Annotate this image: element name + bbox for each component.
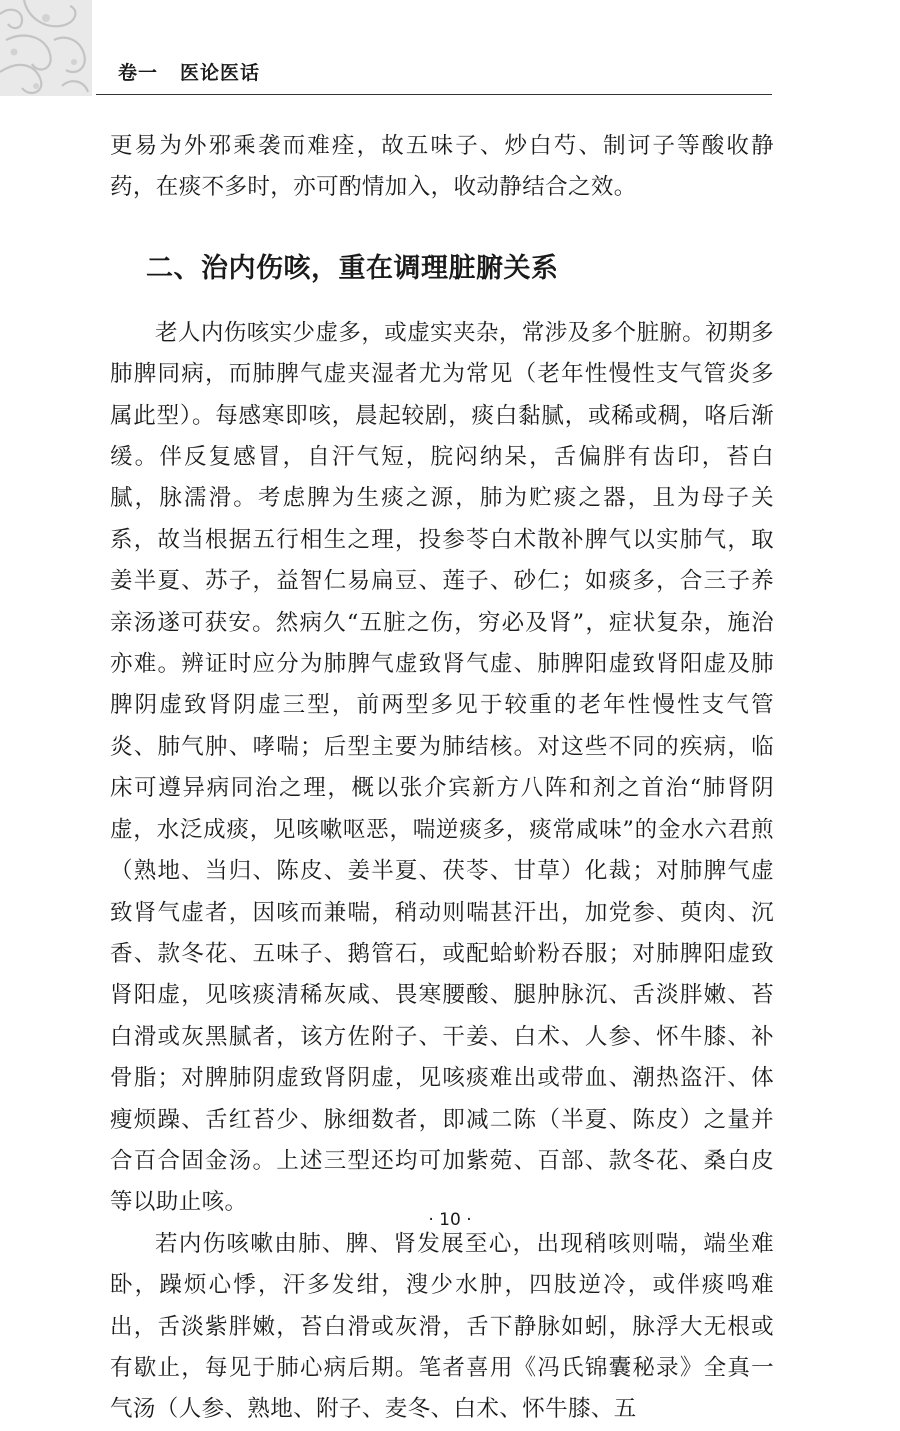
body-paragraph: 若内伤咳嗽由肺、脾、肾发展至心，出现稍咳则喘，端坐难卧，躁烦心悸，汗多发绀，溲少水肿，四肢逆冷，或伴痰鸣难出，舌淡紫胖嫩，苔白滑或灰滑，舌下静脉如蚓，脉浮大无根或有歇止，每见于肺心病后期。笔者喜用《冯氏锦囊秘录》全真一气汤（人参、熟地、附子、麦冬、白术、怀牛膝、五 — [110, 1230, 774, 1423]
header-section: 医论医话 — [180, 62, 261, 84]
running-header — [118, 58, 260, 85]
corner-ornament — [0, 0, 92, 96]
section-heading: 二、治内伤咳，重在调理脏腑关系 — [146, 252, 559, 284]
page-number: · 10 · — [428, 1210, 472, 1230]
intro-paragraph: 更易为外邪乘袭而难痊，故五味子、炒白芍、制诃子等酸收静药，在痰不多时，亦可酌情加入，收动静结合之效。 — [110, 133, 774, 201]
header-rule — [96, 94, 772, 95]
header-volume: 卷一 — [118, 62, 159, 84]
body-paragraph: 老人内伤咳实少虚多，或虚实夹杂，常涉及多个脏腑。初期多肺脾同病，而肺脾气虚夹湿者尤为常见（老年性慢性支气管炎多属此型）。每感寒即咳，晨起较剧，痰白黏腻，或稀或稠，咯后渐缓。伴反复感冒，自汗气短，脘闷纳呆，舌偏胖有齿印，苔白腻，脉濡滑。考虑脾为生痰之源，肺为贮痰之器，且为母子关系，故当根据五行相生之理，投参苓白术散补脾气以实肺气，取姜半夏、苏子，益智仁易扁豆、莲子、砂仁；如痰多，合三子养亲汤遂可获安。然病久“五脏之伤，穷必及肾”，症状复杂，施治亦难。辨证时应分为肺脾气虚致肾气虚、肺脾阳虚致肾阳虚及肺脾阴虚致肾阴虚三型，前两型多见于较重的老年性慢性支气管炎、肺气肿、哮喘；后型主要为肺结核。对这些不同的疾病，临床可遵异病同治之理，概以张介宾新方八阵和剂之首治“肺肾阴虚，水泛成痰，见咳嗽呕恶，喘逆痰多，痰常咸味”的金水六君煎（熟地、当归、陈皮、姜半夏、茯苓、甘草）化裁；对肺脾气虚致肾气虚者，因咳而兼喘，稍动则喘甚汗出，加党参、萸肉、沉香、款冬花、五味子、鹅管石，或配蛤蚧粉吞服；对肺脾阳虚致肾阳虚，见咳痰清稀灰咸、畏寒腰酸、腿肿脉沉、舌淡胖嫩、苔白滑或灰黑腻者，该方佐附子、干姜、白术、人参、怀牛膝、补骨脂；对脾肺阴虚致肾阴虚，见咳痰难出或带血、潮热盗汗、体瘦烦躁、舌红苔少、脉细数者，即减二陈（半夏、陈皮）之量并合百合固金汤。上述三型还均可加紫菀、百部、款冬花、桑白皮等以助止咳。 — [110, 319, 774, 1216]
page-body — [110, 126, 774, 1431]
